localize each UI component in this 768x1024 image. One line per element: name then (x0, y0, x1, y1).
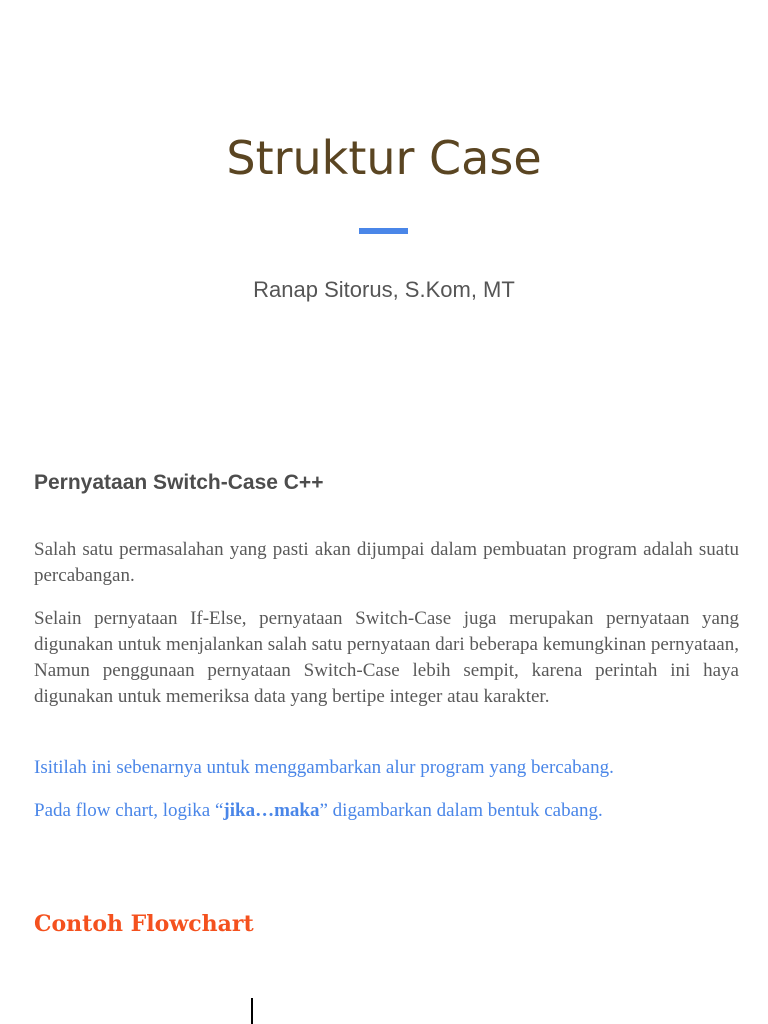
title-accent-rule (359, 228, 408, 234)
paragraph-branching-note: Isitilah ini sebenarnya untuk menggambarkan alur program yang bercabang. (34, 757, 614, 778)
section-heading: Pernyataan Switch-Case C++ (34, 471, 324, 494)
author-name: Ranap Sitorus, S.Kom, MT (253, 277, 515, 302)
paragraph-switch-case: Selain pernyataan If-Else, pernyataan Switch-Case juga merupakan pernyataan yang digunakan untuk menjalankan salah satu pernyataan dari beberapa kemungkinan pernyataan, Namun penggunaan pernyataan Switch-Case lebih sempit, karena perintah ini haya digunakan untuk memeriksa data yang bertipe integer atau karakter. (34, 608, 739, 707)
document-title: Struktur Case (226, 131, 542, 185)
paragraph-intro: Salah satu permasalahan yang pasti akan dijumpai dalam pembuatan program adalah suatu percabangan. (34, 539, 739, 586)
paragraph-flowchart-logic-start: Pada flow chart, logika “ (34, 800, 224, 821)
paragraph-flowchart-logic (34, 798, 739, 824)
flowchart-heading: Contoh Flowchart (34, 911, 254, 937)
flowchart-connector-line (251, 998, 253, 1024)
jika-maka-emphasis: jika…maka (223, 800, 320, 821)
paragraph-flowchart-logic-end: ” digambarkan dalam bentuk cabang. (319, 800, 603, 821)
